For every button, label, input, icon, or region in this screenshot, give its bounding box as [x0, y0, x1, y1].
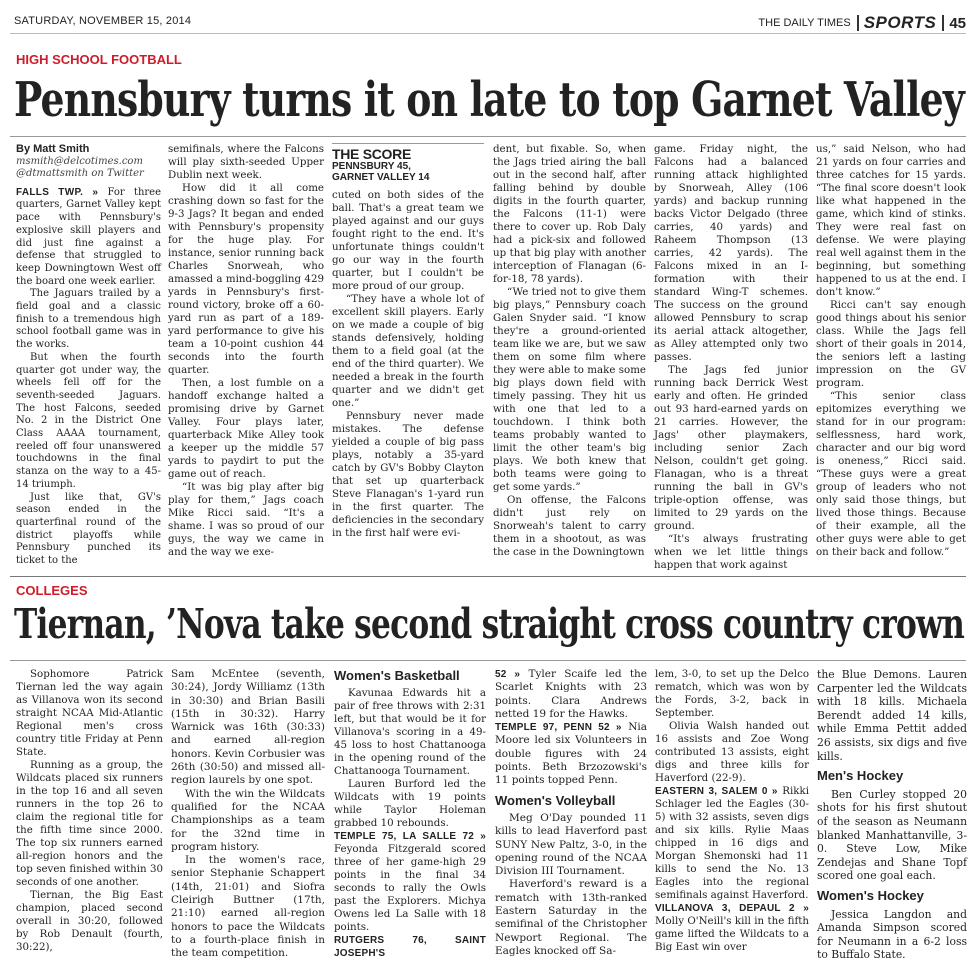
story2-headline: Tiernan, ’Nova take second straight cross country crown	[14, 600, 965, 648]
paragraph	[334, 934, 486, 960]
paragraph: “We tried not to give them big plays,” Pennsbury coach Galen Snyder said. “I know they're a ground-oriented team like we are, but we saw them on some film where they were able to make some big plays down field with timely passing. They hit us with one that led to a touchdown. I think both teams probably wanted to limit the other team's big plays. We both knew that both teams were going to get some yards.”	[493, 286, 646, 493]
paragraph: cuted on both sides of the ball. That's a great team we played against and our guys fought right to the end. It's unfortunate things couldn't go our way in the fourth quarter, but I couldn't be more proud of our group.	[332, 189, 484, 292]
paragraph: the Blue Demons. Lauren Carpenter led the Wildcats with 18 kills. Michaela Berendt added 14 kills, while Emma Pettit added 26 assists, six digs and five kills.	[817, 668, 967, 763]
paragraph: lem, 3-0, to set up the Delco rematch, which was won by the Fords, 3-2, back in September.	[655, 668, 809, 719]
story1-column-4	[493, 143, 646, 559]
byline-twitter: @dtmattsmith on Twitter	[16, 167, 144, 179]
paragraph: semifinals, where the Falcons will play sixth-seeded Upper Dublin next week.	[168, 143, 324, 181]
paragraph: Running as a group, the Wildcats placed six runners in the top 16 and all seven runners in the top 26 to claim the regional title for the fifth time since 2000. The top six runners earned all-region honors and the top seven finished within 30 seconds of one another.	[16, 759, 163, 888]
paragraph: FALLS TWP. » For three quarters, Garnet Valley kept pace with Pennsbury's explosive skill players and did just fine against a defense that struggled to keep Downingtown West off the board one week earlier.	[16, 186, 161, 287]
paper-name: THE DAILY TIMES	[758, 17, 851, 29]
story1-headline: Pennsbury turns it on late to top Garnet Valley	[14, 72, 964, 128]
subhead-womens-hockey: Women's Hockey	[817, 887, 924, 903]
paragraph: Lauren Burford led the Wildcats with 19 points while Taylor Holeman grabbed 10 rebounds.	[334, 778, 486, 829]
subhead-womens-volleyball: Women's Volleyball	[495, 792, 616, 808]
paragraph: “This senior class epitomizes everything we stand for in our program: selflessness, hard work, character and our big word is oneness,” Ricci said. “These guys were a great group of leaders who not only said those things, but lived those things. Because of their example, all the other guys were able to get on their back and follow.”	[816, 390, 966, 558]
paragraph: Jessica Langdon and Amanda Simpson scored for Neumann in a 6-2 loss to Buffalo State.	[817, 907, 967, 962]
divider	[10, 136, 966, 137]
paragraph: Sam McEntee (seventh, 30:24), Jordy Williamz (13th in 30:30) and Brian Basili (15th in 30:32). Harry Warnick was 16th (30:33) and earned all-region honors. Kevin Corbusier was 26th (30:50) and missed all-region laurels by one spot.	[171, 668, 325, 787]
page-header	[10, 12, 966, 34]
paragraph: Just like that, GV's season ended in the quarterfinal round of the district playoffs while Pennsbury punched its ticket to the	[16, 491, 161, 567]
paragraph: Then, a lost fumble on a handoff exchange halted a promising drive by Garnet Valley. Four plays later, quarterback Mike Alley took a keeper up the middle 57 yards to paydirt to put the game out of reach.	[168, 377, 324, 480]
paragraph: EASTERN 3, SALEM 0 » Rikki Schlager led the Eagles (30-5) with 32 assists, seven digs and six kills. Rylie Maas chipped in 16 digs and Morgan Shemonski had 11 kills to send the No. 13 Eagles into the regional semifinals against Haverford.	[655, 785, 809, 901]
paragraph: Tiernan, the Big East champion, placed second overall in 30:20, followed by Rob Denault (fourth, 30:22),	[16, 889, 163, 953]
section-name: SPORTS	[863, 13, 937, 32]
result-line: EASTERN 3, SALEM 0 »	[655, 786, 778, 797]
paragraph: The Jaguars trailed by a field goal and a classic finish to a tremendous high school football game was in the works.	[16, 288, 161, 351]
story2-column-2	[171, 668, 325, 961]
score-line: PENNSBURY 45, GARNET VALLEY 14	[332, 161, 430, 183]
story1-column-2	[168, 143, 324, 559]
byline: By Matt Smith	[16, 143, 90, 155]
story1-kicker: HIGH SCHOOL FOOTBALL	[16, 52, 182, 67]
story2-column-1	[16, 668, 163, 954]
paragraph: Ricci can't say enough good things about his senior class. While the Jags fell short of their goals in 2014, the seniors left a lasting impression on the GV program.	[816, 299, 966, 389]
paragraph: dent, but fixable. So, when the Jags tried airing the ball out in the second half, after falling behind by double digits in the fourth quarter, the Falcons (11-1) were there to cover up. Rob Daly had a pick-six and followed up that big play with another interception of Flanagan (6-for-18, 78 yards).	[493, 143, 646, 285]
paragraph: “They have a whole lot of excellent skill players. Early on we made a couple of big stands defensively, holding them to a field goal (at the end of the third quarter). We needed a break in the fourth quarter and we didn't get one.”	[332, 293, 484, 409]
paragraph: us,” said Nelson, who had 21 yards on four carries and three catches for 15 yards. “The final score doesn't look like what happened in the game, which kind of stinks. They were real fast on defense. We were playing real well against them in the beginning, but something happened to us at the end. I don't know.”	[816, 143, 966, 298]
paragraph: game. Friday night, the Falcons had a balanced running attack highlighted by Snorweah, Alley (106 yards) and backup running backs Victor Delgado (three carries, 40 yards) and Raheem Thompson (13 carries, 42 yards). The Falcons mixed in an I-formation with their standard Wing-T schemes. The success on the ground allowed Pennsbury to scrap its aerial attack altogether, as Alley attempted only two passes.	[654, 143, 808, 363]
story2-column-6	[817, 668, 967, 962]
paragraph: Kavunaa Edwards hit a pair of free throws with 2:31 left, but that would be it for Villanova's scoring in a 49-45 loss to host Chattanooga in the opening round of the Chattanooga Tournament.	[334, 687, 486, 777]
story1-column-3	[332, 143, 484, 540]
score-box	[332, 143, 484, 183]
paragraph: Haverford's reward is a rematch with 13th-ranked Eastern Saturday in the semifinal of the Christopher Newport Regional. The Eagles knocked off Sa-	[495, 878, 647, 957]
story1-column-5	[654, 143, 808, 572]
page-number: 45	[949, 14, 966, 32]
result-line: TEMPLE 97, PENN 52 »	[495, 722, 622, 734]
header-right	[758, 13, 966, 33]
byline-email: msmith@delcotimes.com	[16, 155, 143, 167]
paragraph: How did it all come crashing down so fast for the 9-3 Jags? It began and ended with Pennsbury's propensity for the huge play. For instance, senior running back Charles Snorweah, who amassed a mind-boggling 429 yards in Pennsbury's first-round victory, broke off a 60-yard run as part of a 189-yard performance to give his team a 10-point cushion 44 seconds into the fourth quarter.	[168, 182, 324, 376]
paragraph: “It was big play after big play for them,” Jags coach Mike Ricci said. “It's a shame. I was so proud of our guys, the way we came in and the way we exe-	[168, 481, 324, 558]
score-title: THE SCORE	[332, 146, 411, 162]
paragraph: With the win the Wildcats qualified for the NCAA Championships as a team for the 32nd time in program history.	[171, 787, 325, 853]
paragraph: But when the fourth quarter got under way, the wheels fell off for the seventh-seeded Jaguars. The host Falcons, seeded No. 2 in the District One Class AAAA tournament, reeled off four unanswered touchdowns in the final stanza on the way to a 45-14 triumph.	[16, 351, 161, 490]
story2-column-3	[334, 663, 486, 960]
header-divider	[857, 15, 859, 31]
story1-column-6	[816, 143, 966, 559]
subhead-mens-hockey: Men's Hockey	[817, 768, 904, 784]
paragraph: Pennsbury never made mistakes. The defense yielded a couple of big pass plays, notably a 35-yard catch by GV's Bobby Clayton that set up quarterback Steve Flanagan's 1-yard run in the first quarter. The deficiencies in the secondary in the first half were evi-	[332, 410, 484, 539]
story2-column-4	[495, 668, 647, 958]
paragraph: 52 » Tyler Scaife led the Scarlet Knights with 23 points. Clara Andrews netted 19 for the Hawks.	[495, 668, 648, 720]
result-line: RUTGERS 76, SAINT JOSEPH'S	[334, 935, 486, 959]
paragraph: Sophomore Patrick Tiernan led the way again as Villanova won its second straight NCAA Mid-Atlantic Regional men's cross country title Friday at Penn State.	[16, 668, 163, 758]
paragraph: TEMPLE 75, LA SALLE 72 » Feyonda Fitzgerald scored three of her game-high 29 points in the final 34 seconds to rally the Owls past the Explorers. Michya Owens led La Salle with 18 points.	[334, 831, 486, 933]
subhead-womens-basketball: Women's Basketball	[334, 668, 460, 683]
story2-kicker: COLLEGES	[16, 583, 88, 598]
paragraph: TEMPLE 97, PENN 52 » Nia Moore led six Volunteers in double figures with 24 points. Beth Brzozowski's 11 points topped Penn.	[495, 721, 647, 787]
section-divider	[10, 576, 966, 577]
paragraph: “It's always frustrating when we let little things happen that work against	[654, 533, 808, 571]
story2-column-5	[655, 668, 809, 954]
header-divider	[942, 15, 944, 31]
result-line: VILLANOVA 3, DEPAUL 2 »	[655, 903, 809, 914]
paragraph: The Jags fed junior running back Derrick West early and often. He grinded out 93 hard-earned yards on 21 carries. However, the Jags' other playmakers, including senior Zach Nelson, couldn't get going. Flanagan, who is a threat running the ball in GV's triple-option offense, was limited to 29 yards on the ground.	[654, 364, 808, 532]
paragraph: On offense, the Falcons didn't just rely on Snorweah's talent to carry them in a shootout, as was the case in the Downingtown	[493, 494, 646, 558]
issue-date: SATURDAY, NOVEMBER 15, 2014	[14, 15, 192, 27]
paragraph: Ben Curley stopped 20 shots for his first shutout of the season as Neumann blanked Manhattanville, 3-0. Steve Low, Mike Zendejas and Shane Topf scored one goal each.	[817, 787, 967, 883]
paragraph: In the women's race, senior Stephanie Schappert (14th, 21:01) and Siofra Cleirigh Buttner (17th, 21:10) earned all-region honors to pace the Wildcats to a fourth-place finish in the team competition.	[171, 854, 325, 960]
result-line: TEMPLE 75, LA SALLE 72 »	[334, 831, 486, 842]
result-line: 52 »	[495, 669, 521, 680]
dateline: FALLS TWP. »	[16, 186, 99, 198]
paragraph: VILLANOVA 3, DEPAUL 2 » Molly O'Neill's kill in the fifth game lifted the Wildcats to a Big East win over	[655, 903, 809, 953]
paragraph: Meg O'Day pounded 11 kills to lead Haverford past SUNY New Paltz, 3-0, in the opening round of the NCAA Division III Tournament.	[495, 811, 647, 878]
paragraph: Olivia Walsh handed out 16 assists and Zoe Wong contributed 13 assists, eight digs and three kills for Haverford (22-9).	[655, 720, 809, 784]
divider	[10, 660, 966, 661]
story1-column-1	[16, 143, 161, 568]
